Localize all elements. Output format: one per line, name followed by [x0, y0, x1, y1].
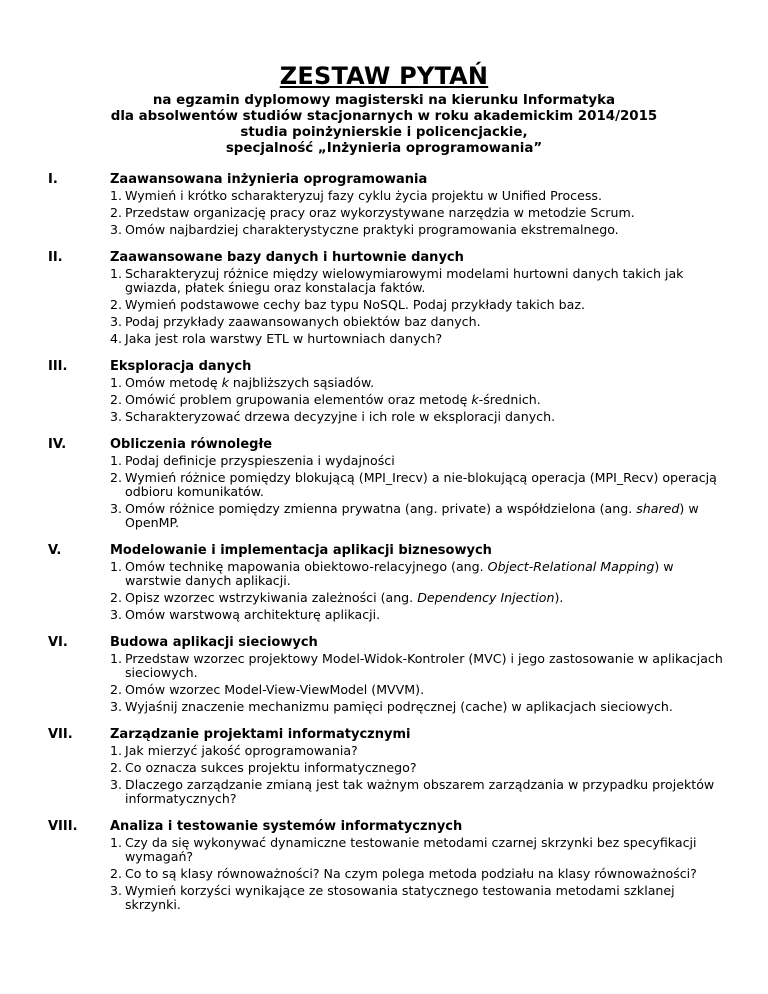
exam-section [48, 250, 728, 346]
question-text: -średnich. [478, 392, 541, 407]
question-list [110, 836, 728, 912]
page-title: ZESTAW PYTAŃ [279, 62, 489, 90]
question-number: 1. [110, 743, 123, 758]
question-term: k [221, 375, 229, 390]
section-title: Zarządzanie projektami informatycznymi [110, 727, 411, 742]
question-number: 3. [110, 607, 123, 622]
question-number: 2. [110, 590, 123, 605]
question-text: ) w warstwie danych aplikacji. [125, 559, 674, 588]
question-item [110, 744, 728, 758]
question-number: 1. [110, 453, 123, 468]
question-item [110, 454, 728, 468]
question-item [110, 410, 728, 424]
question-item [110, 652, 728, 680]
question-number: 3. [110, 222, 123, 237]
question-number: 1. [110, 188, 123, 203]
section-title: Zaawansowana inżynieria oprogramowania [110, 172, 428, 187]
section-number: I. [48, 172, 58, 187]
question-number: 1. [110, 559, 123, 574]
question-text: Opisz wzorzec wstrzykiwania zależności (ang. [125, 590, 418, 605]
section-title: Modelowanie i implementacja aplikacji biznesowych [110, 543, 492, 558]
question-item [110, 393, 728, 407]
question-item [110, 761, 728, 775]
section-number: IV. [48, 437, 67, 452]
question-item [110, 315, 728, 329]
question-text: Omów metodę [125, 375, 222, 390]
question-item [110, 189, 728, 203]
question-item [110, 700, 728, 714]
exam-section [48, 172, 728, 237]
question-sections [48, 172, 728, 925]
question-item [110, 560, 728, 588]
section-number: II. [48, 250, 63, 265]
question-text: Omów najbardziej charakterystyczne praktyki programowania ekstremalnego. [125, 222, 619, 237]
question-text: Czy da się wykonywać dynamiczne testowanie metodami czarnej skrzynki bez specyfikacji wymagań? [125, 835, 697, 864]
section-title: Eksploracja danych [110, 359, 252, 374]
question-text: Omów warstwową architekturę aplikacji. [125, 607, 381, 622]
section-title: Zaawansowane bazy danych i hurtownie danych [110, 250, 464, 265]
question-text: Omów wzorzec Model-View-ViewModel (MVVM). [125, 682, 425, 697]
subtitle-line: studia poinżynierskie i policencjackie, [240, 125, 528, 140]
question-number: 3. [110, 699, 123, 714]
question-number: 2. [110, 392, 123, 407]
question-text: Wymień korzyści wynikające ze stosowania statycznego testowania metodami szklanej skrzynki. [125, 883, 675, 912]
question-text: Przedstaw organizację pracy oraz wykorzystywane narzędzia w metodzie Scrum. [125, 205, 635, 220]
question-item [110, 591, 728, 605]
question-number: 2. [110, 760, 123, 775]
question-text: Omówić problem grupowania elementów oraz metodę [125, 392, 472, 407]
question-item [110, 884, 728, 912]
question-number: 2. [110, 470, 123, 485]
question-number: 3. [110, 777, 123, 792]
question-item [110, 836, 728, 864]
question-term: k [471, 392, 479, 407]
section-number: V. [48, 543, 62, 558]
question-number: 1. [110, 835, 123, 850]
question-text: Scharakteryzuj różnice między wielowymiarowymi modelami hurtowni danych takich jak gwiazda, płatek śniegu oraz konstalacja faktów. [125, 266, 684, 295]
section-number: III. [48, 359, 68, 374]
question-number: 1. [110, 375, 123, 390]
question-number: 3. [110, 883, 123, 898]
question-item [110, 778, 728, 806]
section-title: Analiza i testowanie systemów informatycznych [110, 819, 463, 834]
question-number: 2. [110, 205, 123, 220]
question-list [110, 267, 728, 346]
question-text: Wymień i krótko scharakteryzuj fazy cyklu życia projektu w Unified Process. [125, 188, 602, 203]
question-item [110, 332, 728, 346]
subtitle-line: na egzamin dyplomowy magisterski na kierunku Informatyka [152, 93, 616, 108]
section-number: VIII. [48, 819, 78, 834]
question-text: Wymień podstawowe cechy baz typu NoSQL. Podaj przykłady takich baz. [125, 297, 585, 312]
question-list [110, 560, 728, 622]
question-number: 2. [110, 682, 123, 697]
question-item [110, 376, 728, 390]
question-item [110, 608, 728, 622]
question-text: najbliższych sąsiadów. [228, 375, 375, 390]
subtitle-line: specjalność „Inżynieria oprogramowania” [225, 141, 543, 156]
exam-section [48, 437, 728, 530]
question-text: Omów technikę mapowania obiektowo-relacyjnego (ang. [125, 559, 488, 574]
question-text: Co to są klasy równoważności? Na czym polega metoda podziału na klasy równoważności? [125, 866, 697, 881]
question-term: Object-Relational Mapping [487, 559, 655, 574]
question-number: 3. [110, 314, 123, 329]
question-text: ). [554, 590, 564, 605]
question-number: 1. [110, 651, 123, 666]
question-list [110, 744, 728, 806]
section-title: Obliczenia równoległe [110, 437, 273, 452]
question-text: Przedstaw wzorzec projektowy Model-Widok-Kontroler (MVC) i jego zastosowanie w aplikacjach sieciowych. [125, 651, 723, 680]
exam-section [48, 727, 728, 806]
question-text: Dlaczego zarządzanie zmianą jest tak ważnym obszarem zarządzania w przypadku projektów informatycznych? [125, 777, 715, 806]
exam-section [48, 635, 728, 714]
exam-section [48, 819, 728, 912]
question-number: 3. [110, 501, 123, 516]
question-text: Omów różnice pomiędzy zmienna prywatna (ang. private) a współdzielona (ang. [125, 501, 637, 516]
exam-section [48, 543, 728, 622]
question-number: 3. [110, 409, 123, 424]
question-list [110, 454, 728, 530]
question-number: 1. [110, 266, 123, 281]
question-item [110, 267, 728, 295]
question-term: Dependency Injection [417, 590, 555, 605]
exam-section [48, 359, 728, 424]
question-item [110, 502, 728, 530]
question-text: Jaka jest rola warstwy ETL w hurtowniach danych? [125, 331, 443, 346]
question-item [110, 471, 728, 499]
question-number: 2. [110, 297, 123, 312]
question-list [110, 189, 728, 237]
question-list [110, 376, 728, 424]
question-text: Wyjaśnij znaczenie mechanizmu pamięci podręcznej (cache) w aplikacjach sieciowych. [125, 699, 673, 714]
question-item [110, 206, 728, 220]
question-text: ) w OpenMP. [125, 501, 699, 530]
question-number: 4. [110, 331, 123, 346]
question-text: Podaj definicje przyspieszenia i wydajności [125, 453, 395, 468]
question-text: Wymień różnice pomiędzy blokującą (MPI_Irecv) a nie-blokującą operacja (MPI_Recv) operacją odbioru komunikatów. [125, 470, 717, 499]
question-item [110, 683, 728, 697]
question-term: shared [636, 501, 680, 516]
section-number: VI. [48, 635, 68, 650]
question-item [110, 223, 728, 237]
section-title: Budowa aplikacji sieciowych [110, 635, 318, 650]
page-subtitle [0, 93, 768, 157]
question-number: 2. [110, 866, 123, 881]
subtitle-line: dla absolwentów studiów stacjonarnych w roku akademickim 2014/2015 [110, 109, 658, 124]
question-text: Jak mierzyć jakość oprogramowania? [125, 743, 358, 758]
question-item [110, 298, 728, 312]
question-text: Podaj przykłady zaawansowanych obiektów baz danych. [125, 314, 481, 329]
question-text: Co oznacza sukces projektu informatycznego? [125, 760, 417, 775]
question-list [110, 652, 728, 714]
question-item [110, 867, 728, 881]
question-text: Scharakteryzować drzewa decyzyjne i ich role w eksploracji danych. [125, 409, 556, 424]
section-number: VII. [48, 727, 73, 742]
